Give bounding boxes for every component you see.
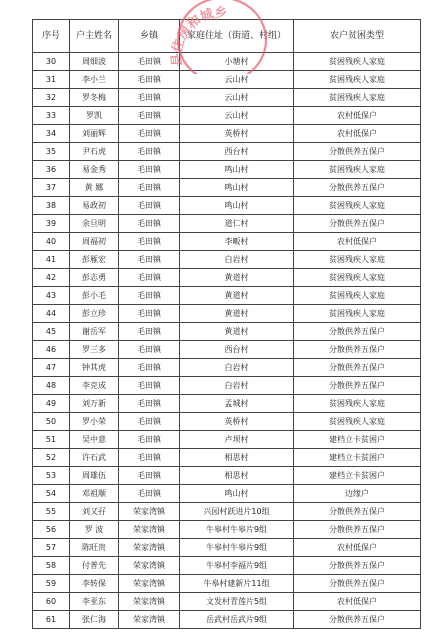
poverty-type-cell: 贫困残疾人家庭	[294, 71, 421, 89]
township-cell: 毛田镇	[119, 53, 180, 71]
poverty-type-cell: 农村低保户	[294, 593, 421, 611]
township-cell: 毛田镇	[119, 251, 180, 269]
seq-cell: 44	[33, 305, 70, 323]
seq-cell: 30	[33, 53, 70, 71]
table-row	[33, 467, 421, 485]
township-cell: 毛田镇	[119, 341, 180, 359]
head-name-cell: 罗小荣	[70, 413, 119, 431]
head-name-cell: 罗冬梅	[70, 89, 119, 107]
seq-cell: 37	[33, 179, 70, 197]
seq-cell: 36	[33, 161, 70, 179]
head-name-cell: 刘丽辉	[70, 125, 119, 143]
seq-cell: 40	[33, 233, 70, 251]
address-cell: 牛皋村建新片11组	[180, 575, 294, 593]
table-row	[33, 215, 421, 233]
seq-cell: 35	[33, 143, 70, 161]
poverty-type-cell: 分散供养五保户	[294, 575, 421, 593]
township-cell: 毛田镇	[119, 305, 180, 323]
table-row	[33, 503, 421, 521]
address-cell: 卢坝村	[180, 431, 294, 449]
seq-cell: 59	[33, 575, 70, 593]
poverty-type-cell: 贫困残疾人家庭	[294, 413, 421, 431]
township-cell: 毛田镇	[119, 197, 180, 215]
poverty-type-cell: 分散供养五保户	[294, 377, 421, 395]
column-header-seq: 序号	[33, 20, 70, 53]
poverty-type-cell: 贫困残疾人家庭	[294, 53, 421, 71]
township-cell: 毛田镇	[119, 143, 180, 161]
address-cell: 黄道村	[180, 287, 294, 305]
address-cell: 岳武村岳武片9组	[180, 611, 294, 629]
address-cell: 鸣山村	[180, 179, 294, 197]
address-cell: 鸣山村	[180, 161, 294, 179]
township-cell: 毛田镇	[119, 71, 180, 89]
address-cell: 英桥村	[180, 413, 294, 431]
table-header-row	[33, 20, 421, 53]
head-name-cell: 李亚东	[70, 593, 119, 611]
table-row	[33, 287, 421, 305]
township-cell: 荣家湾镇	[119, 503, 180, 521]
seq-cell: 39	[33, 215, 70, 233]
head-name-cell: 易金秀	[70, 161, 119, 179]
address-cell: 西台村	[180, 341, 294, 359]
seq-cell: 46	[33, 341, 70, 359]
head-name-cell: 刘又孖	[70, 503, 119, 521]
table-row	[33, 143, 421, 161]
township-cell: 毛田镇	[119, 233, 180, 251]
poverty-type-cell: 分散供养五保户	[294, 503, 421, 521]
address-cell: 相思村	[180, 467, 294, 485]
address-cell: 李畈村	[180, 233, 294, 251]
table-row	[33, 125, 421, 143]
township-cell: 毛田镇	[119, 215, 180, 233]
township-cell: 毛田镇	[119, 413, 180, 431]
township-cell: 毛田镇	[119, 125, 180, 143]
table-row	[33, 539, 421, 557]
seq-cell: 43	[33, 287, 70, 305]
poverty-type-cell: 贫困残疾人家庭	[294, 89, 421, 107]
address-cell: 白岩村	[180, 251, 294, 269]
township-cell: 毛田镇	[119, 287, 180, 305]
seq-cell: 52	[33, 449, 70, 467]
table-row	[33, 593, 421, 611]
table-row	[33, 377, 421, 395]
seq-cell: 55	[33, 503, 70, 521]
table-row	[33, 413, 421, 431]
township-cell: 毛田镇	[119, 107, 180, 125]
township-cell: 荣家湾镇	[119, 521, 180, 539]
table-row	[33, 611, 421, 629]
head-name-cell: 邓祖顺	[70, 485, 119, 503]
head-name-cell: 钟其虎	[70, 359, 119, 377]
table-row	[33, 89, 421, 107]
address-cell: 白岩村	[180, 377, 294, 395]
poverty-type-cell: 分散供养五保户	[294, 341, 421, 359]
poverty-type-cell: 贫困残疾人家庭	[294, 287, 421, 305]
township-cell: 毛田镇	[119, 161, 180, 179]
address-cell: 白岩村	[180, 359, 294, 377]
address-cell: 云山村	[180, 89, 294, 107]
seq-cell: 49	[33, 395, 70, 413]
table-row	[33, 431, 421, 449]
table-row	[33, 341, 421, 359]
table-row	[33, 323, 421, 341]
table-row	[33, 395, 421, 413]
head-name-cell: 李小兰	[70, 71, 119, 89]
table-row	[33, 179, 421, 197]
stamp-text: 县住房和城乡	[170, 5, 228, 67]
head-name-cell: 周福初	[70, 233, 119, 251]
seq-cell: 51	[33, 431, 70, 449]
table-row	[33, 305, 421, 323]
seq-cell: 34	[33, 125, 70, 143]
head-name-cell: 陈旺贵	[70, 539, 119, 557]
poverty-type-cell: 分散供养五保户	[294, 557, 421, 575]
poverty-type-cell: 农村低保户	[294, 539, 421, 557]
head-name-cell: 李克成	[70, 377, 119, 395]
head-name-cell: 罗三多	[70, 341, 119, 359]
poverty-type-cell: 贫困残疾人家庭	[294, 269, 421, 287]
poverty-type-cell: 建档立卡贫困户	[294, 449, 421, 467]
township-cell: 毛田镇	[119, 269, 180, 287]
seq-cell: 58	[33, 557, 70, 575]
household-table	[32, 19, 421, 629]
table-row	[33, 53, 421, 71]
table-row	[33, 251, 421, 269]
table-row	[33, 107, 421, 125]
poverty-type-cell: 贫困残疾人家庭	[294, 305, 421, 323]
column-header-poverty-type: 农户贫困类型	[294, 20, 421, 53]
township-cell: 毛田镇	[119, 449, 180, 467]
township-cell: 毛田镇	[119, 323, 180, 341]
table-row	[33, 575, 421, 593]
poverty-type-cell: 分散供养五保户	[294, 215, 421, 233]
address-cell: 鸣山村	[180, 197, 294, 215]
township-cell: 荣家湾镇	[119, 593, 180, 611]
column-header-address: 家庭住址（街道、村组）	[180, 20, 294, 53]
address-cell: 云山村	[180, 107, 294, 125]
address-cell: 兴园村跃进片10组	[180, 503, 294, 521]
address-cell: 英桥村	[180, 125, 294, 143]
township-cell: 毛田镇	[119, 467, 180, 485]
head-name-cell: 付普先	[70, 557, 119, 575]
township-cell: 荣家湾镇	[119, 575, 180, 593]
head-name-cell: 吴中意	[70, 431, 119, 449]
head-name-cell: 彭小毛	[70, 287, 119, 305]
address-cell: 牛皋村牛皋片9组	[180, 539, 294, 557]
township-cell: 荣家湾镇	[119, 539, 180, 557]
seq-cell: 61	[33, 611, 70, 629]
table-row	[33, 449, 421, 467]
head-name-cell: 余旦明	[70, 215, 119, 233]
table-row	[33, 233, 421, 251]
township-cell: 毛田镇	[119, 431, 180, 449]
township-cell: 毛田镇	[119, 395, 180, 413]
address-cell: 孟城村	[180, 395, 294, 413]
poverty-type-cell: 分散供养五保户	[294, 359, 421, 377]
address-cell: 黄道村	[180, 269, 294, 287]
address-cell: 牛皋村牛皋片9组	[180, 521, 294, 539]
head-name-cell: 周细波	[70, 53, 119, 71]
head-name-cell: 罗凯	[70, 107, 119, 125]
seq-cell: 38	[33, 197, 70, 215]
seq-cell: 42	[33, 269, 70, 287]
poverty-type-cell: 贫困残疾人家庭	[294, 395, 421, 413]
poverty-type-cell: 分散供养五保户	[294, 611, 421, 629]
head-name-cell: 黄 娜	[70, 179, 119, 197]
address-cell: 黄道村	[180, 305, 294, 323]
head-name-cell: 彭志勇	[70, 269, 119, 287]
address-cell: 云山村	[180, 71, 294, 89]
head-name-cell: 张仁海	[70, 611, 119, 629]
seq-cell: 50	[33, 413, 70, 431]
head-name-cell: 易政初	[70, 197, 119, 215]
address-cell: 牛皋村李福片9组	[180, 557, 294, 575]
poverty-type-cell: 分散供养五保户	[294, 521, 421, 539]
head-name-cell: 李转保	[70, 575, 119, 593]
seq-cell: 57	[33, 539, 70, 557]
seq-cell: 41	[33, 251, 70, 269]
table-row	[33, 521, 421, 539]
poverty-type-cell: 农村低保户	[294, 233, 421, 251]
table-row	[33, 557, 421, 575]
address-cell: 道仁村	[180, 215, 294, 233]
column-header-township: 乡镇	[119, 20, 180, 53]
seq-cell: 56	[33, 521, 70, 539]
seq-cell: 47	[33, 359, 70, 377]
seq-cell: 45	[33, 323, 70, 341]
address-cell: 相思村	[180, 449, 294, 467]
table-row	[33, 359, 421, 377]
table-row	[33, 485, 421, 503]
head-name-cell: 彭立珍	[70, 305, 119, 323]
poverty-type-cell: 农村低保户	[294, 125, 421, 143]
seq-cell: 31	[33, 71, 70, 89]
poverty-type-cell: 分散供养五保户	[294, 323, 421, 341]
poverty-type-cell: 贫困残疾人家庭	[294, 197, 421, 215]
township-cell: 毛田镇	[119, 485, 180, 503]
seq-cell: 54	[33, 485, 70, 503]
table-row	[33, 269, 421, 287]
township-cell: 荣家湾镇	[119, 557, 180, 575]
head-name-cell: 刘万新	[70, 395, 119, 413]
seq-cell: 32	[33, 89, 70, 107]
column-header-head-name: 户主姓名	[70, 20, 119, 53]
address-cell: 鸣山村	[180, 485, 294, 503]
seq-cell: 33	[33, 107, 70, 125]
poverty-type-cell: 边缘户	[294, 485, 421, 503]
poverty-type-cell: 贫困残疾人家庭	[294, 161, 421, 179]
head-name-cell: 周雄伍	[70, 467, 119, 485]
poverty-type-cell: 分散供养五保户	[294, 143, 421, 161]
poverty-type-cell: 农村低保户	[294, 107, 421, 125]
township-cell: 荣家湾镇	[119, 611, 180, 629]
table-row	[33, 197, 421, 215]
seq-cell: 60	[33, 593, 70, 611]
address-cell: 黄道村	[180, 323, 294, 341]
seq-cell: 53	[33, 467, 70, 485]
head-name-cell: 彭雁宏	[70, 251, 119, 269]
head-name-cell: 罗 波	[70, 521, 119, 539]
table-row	[33, 71, 421, 89]
township-cell: 毛田镇	[119, 377, 180, 395]
head-name-cell: 谢岳军	[70, 323, 119, 341]
address-cell: 文发村青莲片5组	[180, 593, 294, 611]
head-name-cell: 尹石虎	[70, 143, 119, 161]
township-cell: 毛田镇	[119, 359, 180, 377]
poverty-type-cell: 贫困残疾人家庭	[294, 251, 421, 269]
poverty-type-cell: 分散供养五保户	[294, 179, 421, 197]
poverty-type-cell: 建档立卡贫困户	[294, 467, 421, 485]
township-cell: 毛田镇	[119, 89, 180, 107]
head-name-cell: 许石武	[70, 449, 119, 467]
address-cell: 小塘村	[180, 53, 294, 71]
table-row	[33, 161, 421, 179]
seq-cell: 48	[33, 377, 70, 395]
poverty-type-cell: 建档立卡贫困户	[294, 431, 421, 449]
table-body	[33, 20, 421, 629]
address-cell: 西台村	[180, 143, 294, 161]
township-cell: 毛田镇	[119, 179, 180, 197]
